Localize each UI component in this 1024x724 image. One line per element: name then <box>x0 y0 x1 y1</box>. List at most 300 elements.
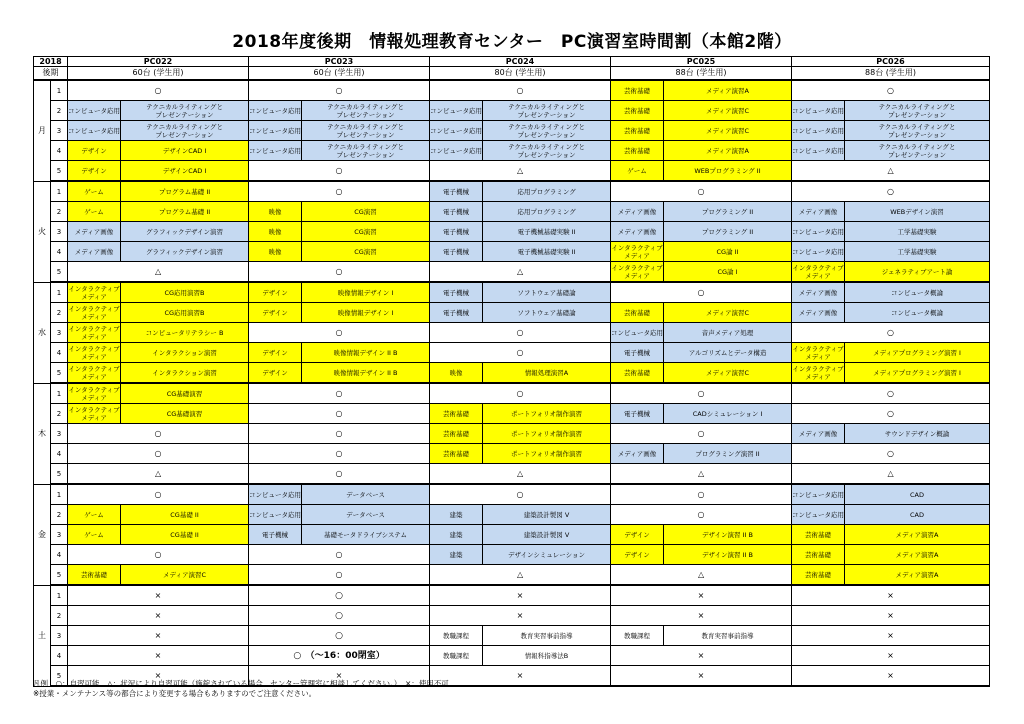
period-number: 5 <box>51 262 68 283</box>
availability-cell: × <box>792 666 990 687</box>
availability-cell: ○ <box>792 181 990 202</box>
course-category: 芸術基礎 <box>430 404 483 424</box>
availability-cell: ○ <box>792 323 990 343</box>
availability-cell: ○ <box>249 161 430 182</box>
course-name: データベース <box>302 505 430 525</box>
timetable-row <box>34 464 990 485</box>
day-label: 金 <box>34 484 51 585</box>
course-name: 映像情報デザイン I <box>302 303 430 323</box>
course-name: インタラクション演習 <box>121 363 249 384</box>
course-name: アルゴリズムとデータ構造 <box>664 343 792 363</box>
timetable-row <box>34 383 990 404</box>
course-name: グラフィックデザイン演習 <box>121 222 249 242</box>
availability-cell: △ <box>430 565 611 586</box>
course-name: テクニカルライティングと プレゼンテーション <box>845 101 990 121</box>
course-name: ジェネラティブアート論 <box>845 262 990 283</box>
timetable-row <box>34 141 990 161</box>
period-number: 1 <box>51 484 68 505</box>
course-category: 芸術基礎 <box>68 565 121 586</box>
timetable-row <box>34 545 990 565</box>
course-category: コンピュータ応用 <box>792 505 845 525</box>
course-category: メディア画像 <box>611 444 664 464</box>
timetable-row <box>34 303 990 323</box>
course-name: 基礎モータドライブシステム <box>302 525 430 545</box>
course-name: デザインCAD I <box>121 141 249 161</box>
course-category: コンピュータ応用 <box>249 101 302 121</box>
period-number: 1 <box>51 585 68 606</box>
availability-cell: ○ <box>611 282 792 303</box>
course-category: デザイン <box>249 303 302 323</box>
course-name: CG演習 <box>302 242 430 262</box>
course-name: プログラミング II <box>664 222 792 242</box>
course-category: コンピュータ応用 <box>249 505 302 525</box>
course-name: 音声メディア処理 <box>664 323 792 343</box>
course-category: 芸術基礎 <box>611 141 664 161</box>
course-category: インタラクティブ メディア <box>68 405 120 422</box>
course-category: コンピュータ応用 <box>249 484 302 505</box>
course-name: CAD <box>845 484 990 505</box>
course-name: メディアプログラミング演習 I <box>845 363 990 384</box>
period-number: 5 <box>51 363 68 384</box>
course-category: 電子機械 <box>249 525 302 545</box>
timetable-row <box>34 161 990 182</box>
course-category: インタラクティブ メディア <box>68 324 120 341</box>
course-name: ポートフォリオ制作演習 <box>483 404 611 424</box>
course-category: インタラクティブ メディア <box>611 262 664 283</box>
course-category: 芸術基礎 <box>611 80 664 101</box>
availability-cell: × <box>68 666 249 687</box>
course-category: 芸術基礎 <box>611 121 664 141</box>
availability-cell: ○ <box>430 484 611 505</box>
day-label: 木 <box>34 383 51 484</box>
course-category: 教職課程 <box>611 626 664 646</box>
availability-cell: × <box>68 626 249 646</box>
course-name: テクニカルライティングと プレゼンテーション <box>845 141 990 161</box>
course-name: 教育実習事前指導 <box>664 626 792 646</box>
course-category: インタラクティブ メディア <box>792 363 845 384</box>
room-name: PC026 <box>792 57 990 67</box>
legend <box>33 679 449 699</box>
course-name: グラフィックデザイン演習 <box>121 242 249 262</box>
course-name: 応用プログラミング <box>483 202 611 222</box>
availability-cell: ○ <box>611 383 792 404</box>
course-name: メディア演習C <box>664 101 792 121</box>
period-number: 2 <box>51 202 68 222</box>
course-category: インタラクティブ メディア <box>68 383 121 404</box>
course-category: 建築 <box>430 525 483 545</box>
course-name: 教育実習事前指導 <box>483 626 611 646</box>
course-category: メディア画像 <box>792 202 845 222</box>
timetable-row <box>34 181 990 202</box>
period-number: 4 <box>51 141 68 161</box>
timetable-row <box>34 363 990 384</box>
course-name: メディア演習C <box>664 363 792 384</box>
course-name: 情報科指導法B <box>483 646 611 666</box>
availability-cell: × <box>249 666 430 687</box>
timetable-row <box>34 282 990 303</box>
course-name: 情報処理演習A <box>483 363 611 384</box>
term-cell: 後期 <box>34 67 68 81</box>
availability-cell: ○ <box>792 80 990 101</box>
course-category: 教職課程 <box>430 626 483 646</box>
course-name: プログラム基礎 II <box>121 181 249 202</box>
course-category: コンピュータ応用 <box>792 101 845 121</box>
course-name: 映像情報デザイン II B <box>302 363 430 384</box>
course-name: コンピュータ概論 <box>845 303 990 323</box>
availability-cell: ○ （～16：00閉室） <box>249 646 430 666</box>
period-number: 3 <box>51 424 68 444</box>
timetable-row <box>34 444 990 464</box>
course-category: 映像 <box>249 202 302 222</box>
period-number: 1 <box>51 80 68 101</box>
course-name: メディア演習C <box>664 303 792 323</box>
period-number: 3 <box>51 121 68 141</box>
period-number: 3 <box>51 626 68 646</box>
availability-cell: △ <box>792 464 990 485</box>
course-name: WEBプログラミング II <box>664 161 792 182</box>
course-category: メディア画像 <box>611 202 664 222</box>
room-capacity: 60台 (学生用) <box>68 67 249 81</box>
availability-cell: × <box>611 585 792 606</box>
course-category: コンピュータ応用 <box>792 222 845 242</box>
room-name: PC023 <box>249 57 430 67</box>
course-name: CG基礎 II <box>121 525 249 545</box>
availability-cell: △ <box>430 262 611 283</box>
course-name: CG論 I <box>664 262 792 283</box>
course-name: WEBデザイン演習 <box>845 202 990 222</box>
course-category: コンピュータ応用 <box>792 141 845 161</box>
timetable-row <box>34 343 990 363</box>
course-name: 電子機械基礎実験 II <box>483 222 611 242</box>
course-name: プログラミング II <box>664 202 792 222</box>
timetable-row <box>34 606 990 626</box>
period-number: 2 <box>51 505 68 525</box>
course-category: デザイン <box>68 161 121 182</box>
period-number: 5 <box>51 464 68 485</box>
header-row-capacity <box>34 67 990 81</box>
period-number: 4 <box>51 646 68 666</box>
course-category: コンピュータ応用 <box>68 121 121 141</box>
availability-cell: ○ <box>249 383 430 404</box>
period-number: 4 <box>51 242 68 262</box>
timetable-row <box>34 242 990 262</box>
timetable-row <box>34 222 990 242</box>
course-category: 建築 <box>430 505 483 525</box>
period-number: 5 <box>51 161 68 182</box>
availability-cell: △ <box>68 262 249 283</box>
availability-cell: △ <box>611 464 792 485</box>
availability-cell: × <box>430 666 611 687</box>
availability-cell: × <box>611 666 792 687</box>
course-name: テクニカルライティングと プレゼンテーション <box>302 121 430 141</box>
course-category: インタラクティブ メディア <box>611 243 663 260</box>
period-number: 2 <box>51 303 68 323</box>
period-number: 2 <box>51 101 68 121</box>
availability-cell: ○ <box>249 606 430 626</box>
course-category: 芸術基礎 <box>792 545 845 565</box>
page-title: 2018年度後期 情報処理教育センター PC演習室時間割（本館2階） <box>232 32 792 52</box>
course-name: デザイン演習 II B <box>664 545 792 565</box>
room-capacity: 60台 (学生用) <box>249 67 430 81</box>
availability-cell: ○ <box>249 262 430 283</box>
course-category: コンピュータ応用 <box>792 484 845 505</box>
period-number: 3 <box>51 222 68 242</box>
course-category: メディア画像 <box>68 222 121 242</box>
course-category: 芸術基礎 <box>611 363 664 384</box>
course-name: テクニカルライティングと プレゼンテーション <box>845 121 990 141</box>
course-category: 電子機械 <box>611 343 664 363</box>
course-name: プログラミング演習 II <box>664 444 792 464</box>
course-name: ソフトウェア基礎論 <box>483 282 611 303</box>
course-category: メディア画像 <box>68 242 121 262</box>
course-category: コンピュータ応用 <box>611 323 664 343</box>
period-number: 4 <box>51 545 68 565</box>
course-name: データベース <box>302 484 430 505</box>
availability-cell: △ <box>430 161 611 182</box>
course-category: インタラクティブ メディア <box>792 344 844 361</box>
course-category: 映像 <box>249 242 302 262</box>
availability-cell: × <box>792 606 990 626</box>
course-name: ソフトウェア基礎論 <box>483 303 611 323</box>
course-name: CG演習 <box>302 202 430 222</box>
course-category: メディア画像 <box>792 424 845 444</box>
course-name: コンピュータ概論 <box>845 282 990 303</box>
availability-cell: ○ <box>611 505 792 525</box>
availability-cell: × <box>792 585 990 606</box>
course-name: 工学基礎実験 <box>845 222 990 242</box>
course-category: 電子機械 <box>611 404 664 424</box>
availability-cell: × <box>611 606 792 626</box>
course-name: テクニカルライティングと プレゼンテーション <box>121 121 249 141</box>
course-category: 教職課程 <box>430 646 483 666</box>
course-category: 芸術基礎 <box>611 101 664 121</box>
year-cell: 2018 <box>34 57 68 67</box>
course-name: 映像情報デザイン I <box>302 282 430 303</box>
availability-cell: × <box>68 646 249 666</box>
course-category: メディア画像 <box>611 222 664 242</box>
course-name: ポートフォリオ制作演習 <box>483 424 611 444</box>
course-name: テクニカルライティングと プレゼンテーション <box>483 141 611 161</box>
header-row-rooms <box>34 57 990 67</box>
day-label: 土 <box>34 585 51 686</box>
course-name: サウンドデザイン概論 <box>845 424 990 444</box>
period-number: 5 <box>51 565 68 586</box>
availability-cell: × <box>68 606 249 626</box>
course-name: テクニカルライティングと プレゼンテーション <box>121 101 249 121</box>
course-category: ゲーム <box>68 181 121 202</box>
availability-cell: ○ <box>249 444 430 464</box>
course-name: 建築設計製図 V <box>483 505 611 525</box>
course-name: CG基礎演習 <box>121 404 249 424</box>
course-category: コンピュータ応用 <box>430 141 483 161</box>
course-category: インタラクティブ メディア <box>68 282 121 303</box>
course-category: 電子機械 <box>430 303 483 323</box>
period-number: 2 <box>51 606 68 626</box>
course-name: 応用プログラミング <box>483 181 611 202</box>
course-category: コンピュータ応用 <box>792 121 845 141</box>
period-number: 2 <box>51 404 68 424</box>
period-number: 1 <box>51 181 68 202</box>
timetable-row <box>34 80 990 101</box>
availability-cell: ○ <box>430 323 611 343</box>
availability-cell: × <box>792 626 990 646</box>
availability-cell: × <box>430 585 611 606</box>
day-label: 火 <box>34 181 51 282</box>
availability-cell: ○ <box>611 424 792 444</box>
availability-cell: ○ <box>68 444 249 464</box>
course-category: コンピュータ応用 <box>249 121 302 141</box>
legend-line-2: ※授業・メンテナンス等の都合により変更する場合もありますのでご注意ください。 <box>33 689 317 698</box>
course-name: CG演習 <box>302 222 430 242</box>
course-category: 芸術基礎 <box>430 444 483 464</box>
course-category: 電子機械 <box>430 242 483 262</box>
course-category: ゲーム <box>611 161 664 182</box>
course-name: テクニカルライティングと プレゼンテーション <box>302 141 430 161</box>
room-capacity: 88台 (学生用) <box>792 67 990 81</box>
course-category: 映像 <box>430 363 483 384</box>
course-category: ゲーム <box>68 525 121 545</box>
timetable-row <box>34 484 990 505</box>
availability-cell: ○ <box>611 181 792 202</box>
course-name: メディア演習C <box>121 565 249 586</box>
course-name: CG基礎演習 <box>121 383 249 404</box>
availability-cell: ○ <box>430 343 611 363</box>
availability-cell: ○ <box>249 404 430 424</box>
course-name: メディア演習A <box>664 141 792 161</box>
course-category: デザイン <box>249 282 302 303</box>
availability-cell: ○ <box>249 464 430 485</box>
course-category: 電子機械 <box>430 181 483 202</box>
availability-cell: × <box>611 646 792 666</box>
availability-cell: ○ <box>430 80 611 101</box>
course-name: テクニカルライティングと プレゼンテーション <box>483 121 611 141</box>
availability-cell: ○ <box>792 444 990 464</box>
availability-cell: ○ <box>249 585 430 606</box>
availability-cell: △ <box>430 464 611 485</box>
availability-cell: ○ <box>430 383 611 404</box>
course-name: メディア演習A <box>845 565 990 586</box>
room-name: PC025 <box>611 57 792 67</box>
course-name: デザインシミュレーション <box>483 545 611 565</box>
course-category: 映像 <box>249 222 302 242</box>
course-name: テクニカルライティングと プレゼンテーション <box>302 101 430 121</box>
course-name: 工学基礎実験 <box>845 242 990 262</box>
availability-cell: △ <box>611 565 792 586</box>
course-category: デザイン <box>68 141 121 161</box>
course-category: コンピュータ応用 <box>249 141 302 161</box>
timetable-row <box>34 101 990 121</box>
course-category: 電子機械 <box>430 202 483 222</box>
availability-cell: ○ <box>249 80 430 101</box>
course-category: インタラクティブ メディア <box>792 262 845 283</box>
availability-cell: × <box>792 646 990 666</box>
course-name: 映像情報デザイン II B <box>302 343 430 363</box>
room-capacity: 80台 (学生用) <box>430 67 611 81</box>
course-category: コンピュータ応用 <box>68 101 121 121</box>
course-name: テクニカルライティングと プレゼンテーション <box>483 101 611 121</box>
room-name: PC022 <box>68 57 249 67</box>
course-name: CADシミュレーション I <box>664 404 792 424</box>
availability-cell: ○ <box>68 484 249 505</box>
course-name: プログラム基礎 II <box>121 202 249 222</box>
day-label: 水 <box>34 282 51 383</box>
timetable-row <box>34 424 990 444</box>
availability-cell: ○ <box>249 424 430 444</box>
availability-cell: ○ <box>249 626 430 646</box>
period-number: 1 <box>51 282 68 303</box>
course-name: コンピュータリテラシー B <box>121 323 249 343</box>
course-category: 芸術基礎 <box>430 424 483 444</box>
availability-cell: △ <box>792 161 990 182</box>
course-name: メディア演習C <box>664 121 792 141</box>
timetable <box>33 56 990 687</box>
course-category: インタラクティブ メディア <box>68 363 121 384</box>
timetable-row <box>34 646 990 666</box>
timetable-row <box>34 323 990 343</box>
course-name: CG基礎 II <box>121 505 249 525</box>
room-name: PC024 <box>430 57 611 67</box>
course-name: メディア演習A <box>664 80 792 101</box>
availability-cell: × <box>430 606 611 626</box>
course-category: デザイン <box>611 545 664 565</box>
availability-cell: ○ <box>792 404 990 424</box>
course-name: CAD <box>845 505 990 525</box>
period-number: 3 <box>51 525 68 545</box>
availability-cell: ○ <box>249 545 430 565</box>
timetable-row <box>34 565 990 586</box>
availability-cell: △ <box>68 464 249 485</box>
course-category: 電子機械 <box>430 222 483 242</box>
timetable-row <box>34 585 990 606</box>
period-number: 3 <box>51 323 68 343</box>
course-category: 芸術基礎 <box>792 565 845 586</box>
course-name: デザインCAD I <box>121 161 249 182</box>
course-name: CG応用演習B <box>121 303 249 323</box>
timetable-row <box>34 505 990 525</box>
course-category: 芸術基礎 <box>792 525 845 545</box>
course-name: インタラクション演習 <box>121 343 249 363</box>
course-name: メディア演習A <box>845 545 990 565</box>
availability-cell: ○ <box>611 484 792 505</box>
legend-line-1: 凡例 ○：自習可能 △：状況により自習可能（施錠されている場合、センター管理室に相談してください。） ×：使用不可 <box>33 679 449 688</box>
course-name: デザイン演習 II B <box>664 525 792 545</box>
course-category: ゲーム <box>68 202 121 222</box>
course-name: CG論 II <box>664 242 792 262</box>
availability-cell: ○ <box>249 181 430 202</box>
course-category: インタラクティブ メディア <box>68 304 120 321</box>
course-category: デザイン <box>611 525 664 545</box>
course-name: 電子機械基礎実験 II <box>483 242 611 262</box>
availability-cell: ○ <box>68 545 249 565</box>
course-category: デザイン <box>249 363 302 384</box>
course-category: コンピュータ応用 <box>430 121 483 141</box>
course-category: 建築 <box>430 545 483 565</box>
period-number: 4 <box>51 343 68 363</box>
course-name: ポートフォリオ制作演習 <box>483 444 611 464</box>
course-category: 芸術基礎 <box>611 303 664 323</box>
course-name: メディアプログラミング演習 I <box>845 343 990 363</box>
course-category: メディア画像 <box>792 303 845 323</box>
course-category: 電子機械 <box>430 282 483 303</box>
course-name: CG応用演習B <box>121 282 249 303</box>
course-category: コンピュータ応用 <box>792 242 845 262</box>
day-label: 月 <box>34 80 51 181</box>
timetable-row <box>34 121 990 141</box>
course-category: デザイン <box>249 343 302 363</box>
course-category: ゲーム <box>68 505 121 525</box>
timetable-row <box>34 525 990 545</box>
period-number: 1 <box>51 383 68 404</box>
